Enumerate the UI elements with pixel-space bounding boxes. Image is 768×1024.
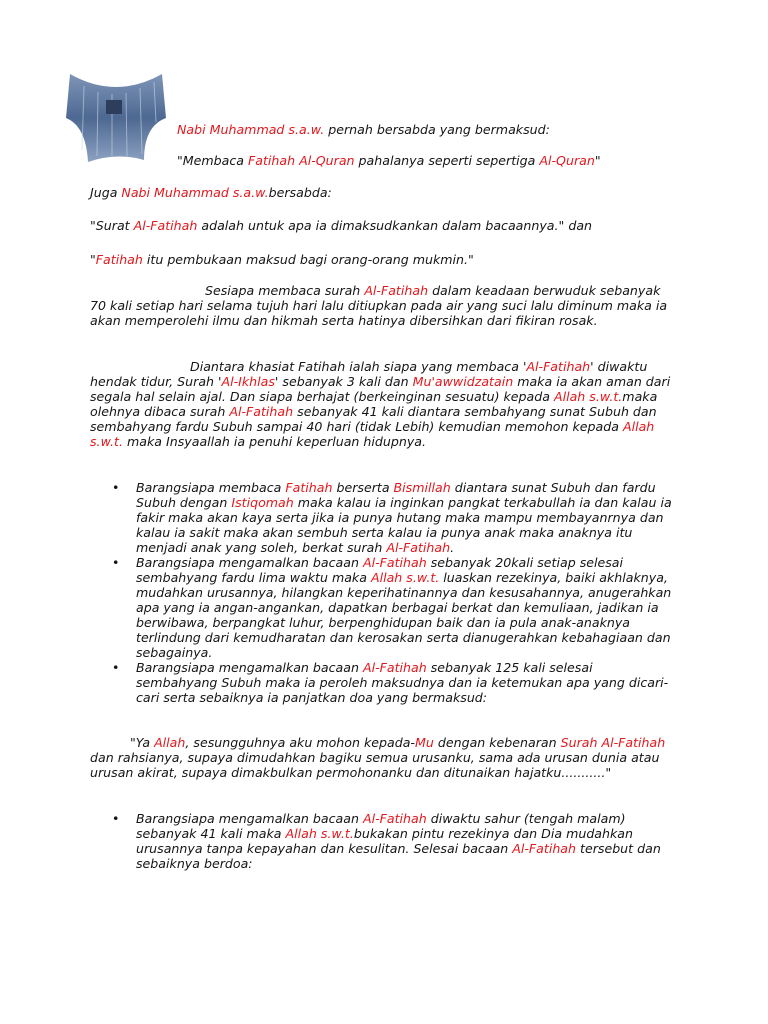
highlighted-term: Fatihah — [95, 252, 143, 267]
text-segment: Barangsiapa mengamalkan bacaan — [136, 660, 363, 675]
highlighted-term: Al-Fatihah — [526, 359, 591, 374]
text-segment: bukakan pintu rezekinya dan Dia mudahkan urusannya tanpa kepayahan dan kesulitan. Selesai bacaan — [136, 826, 634, 856]
text-segment: itu pembukaan maksud bagi orang-orang mukmin." — [142, 252, 474, 267]
hadith-quote — [90, 252, 680, 267]
text-segment: dengan kebenaran — [433, 735, 561, 750]
hadith-intro — [177, 122, 677, 137]
text-segment: Sesiapa membaca surah — [205, 283, 365, 298]
highlighted-term: Al-Fatihah — [229, 404, 294, 419]
highlighted-term: Mu'awwidzatain — [412, 374, 514, 389]
text-segment: dalam keadaan berwuduk sebanyak 70 kali setiap hari selama tujuh hari lalu ditiupkan pada air yang suci lalu diminum maka ia akan memperolehi ilmu dan hikmah serta hatinya dibersihkan dari fikiran rosak. — [90, 283, 668, 328]
highlighted-term: Allah — [154, 735, 186, 750]
highlighted-term: Al-Fatihah — [362, 811, 427, 826]
paragraph — [90, 359, 678, 449]
highlighted-term: Al-Fatihah — [362, 555, 427, 570]
highlighted-term: Al-Quran — [539, 153, 595, 168]
highlighted-term: Allah s.w.t. — [370, 570, 440, 585]
text-segment: luaskan rezekinya, baiki akhlaknya, mudahkan urusannya, hilangkan keperihatinannya dan kesusahannya, anugerahkan apa yang ia angan-angankan, dapatkan berbagai berkat dan kemuliaan, jadikan ia berwibawa, berpangkat luhur, berpenghidupan baik dan ia pula anak-anaknya terlindung dari kemudharatan dan kerosakan serta dianugerahkan kebahagiaan dan sebagainya. — [136, 570, 672, 660]
highlighted-term: Al-Ikhlas — [221, 374, 275, 389]
highlighted-term: Allah s.w.t. — [553, 389, 623, 404]
highlighted-term: Surah Al-Fatihah — [560, 735, 666, 750]
highlighted-term: Nabi Muhammad s.a.w. — [177, 122, 325, 137]
highlighted-term: Fatihah Al-Quran — [248, 153, 355, 168]
bullet-icon: • — [112, 480, 120, 495]
text-segment: dan rahsianya, supaya dimudahkan bagiku semua urusanku, sama ada urusan dunia atau urusan akirat, supaya dimakbulkan permohonanku dan ditunaikan hajatku..........." — [90, 750, 660, 780]
text-segment: berserta — [332, 480, 394, 495]
highlighted-term: Al-Fatihah — [512, 841, 577, 856]
text-segment: bersabda: — [268, 185, 332, 200]
text-segment: sebanyak 125 kali selesai sembahyang Subuh maka ia peroleh maksudnya dan ia ketemukan apa yang dicari-cari serta sebaiknya ia panjatkan doa yang bermaksud: — [136, 660, 669, 705]
text-segment: pahalanya seperti sepertiga — [354, 153, 540, 168]
text-segment: ' sebanyak 3 kali dan — [274, 374, 413, 389]
text-segment: " — [594, 153, 601, 168]
text-segment: "Membaca — [177, 153, 249, 168]
paragraph — [90, 283, 676, 328]
highlighted-term: Nabi Muhammad s.a.w. — [121, 185, 269, 200]
highlighted-term: Allah s.w.t. — [90, 419, 655, 449]
bullet-icon: • — [112, 555, 120, 570]
text-segment: " — [90, 252, 96, 267]
text-segment: diantara sunat Subuh dan fardu Subuh dengan — [136, 480, 656, 510]
kaaba-image — [64, 70, 168, 166]
highlighted-term: Al-Fatihah — [133, 218, 198, 233]
text-segment: sebanyak 41 kali diantara sembahyang sunat Subuh dan sembahyang fardu Subuh sampai 40 hari (tidak Lebih) kemudian memohon kepada — [90, 404, 657, 434]
text-segment: Juga — [90, 185, 122, 200]
doa-paragraph — [90, 735, 676, 780]
text-segment: "Surat — [90, 218, 134, 233]
list-item — [112, 555, 674, 660]
list-item — [112, 660, 674, 705]
text-segment: adalah untuk apa ia dimaksudkankan dalam bacaannya." dan — [197, 218, 593, 233]
text-segment: maka kalau ia inginkan pangkat terkabullah ia dan kalau ia fakir maka akan kaya serta jika ia punya hutang maka mampu membayanrnya dan kalau ia sakit maka akan sembuh serta kalau ia punya anak maka anaknya itu menjadi anak yang soleh, berkat surah — [136, 495, 672, 555]
text-segment: "Ya — [130, 735, 155, 750]
highlighted-term: Mu — [414, 735, 434, 750]
list-item — [112, 480, 674, 555]
text-segment: , sesungguhnya aku mohon kepada- — [185, 735, 415, 750]
hadith-quote — [90, 218, 680, 233]
text-segment: maka olehnya dibaca surah — [90, 389, 658, 419]
text-segment: tersebut dan sebaiknya berdoa: — [136, 841, 661, 871]
text-segment: Diantara khasiat Fatihah ialah siapa yang membaca ' — [190, 359, 527, 374]
highlighted-term: Al-Fatihah — [362, 660, 427, 675]
hadith-quote — [177, 153, 677, 168]
benefits-list — [112, 480, 674, 705]
highlighted-term: Allah s.w.t. — [285, 826, 354, 841]
text-segment: maka Insyaallah ia penuhi keperluan hidupnya. — [123, 434, 427, 449]
text-segment: pernah bersabda yang bermaksud: — [324, 122, 550, 137]
benefits-list-2 — [112, 811, 674, 871]
highlighted-term: Fatihah — [285, 480, 333, 495]
bullet-icon: • — [112, 811, 120, 826]
text-segment: maka ia akan aman dari segala hal selain ajal. Dan siapa berhajat (berkeinginan sesuatu) kepada — [90, 374, 671, 404]
bullet-icon: • — [112, 660, 120, 675]
highlighted-term: Al-Fatihah — [386, 540, 451, 555]
text-segment: . — [450, 540, 455, 555]
highlighted-term: Al-Fatihah — [364, 283, 429, 298]
text-segment: diwaktu sahur (tengah malam) sebanyak 41 kali maka — [136, 811, 626, 841]
text-segment: Barangsiapa mengamalkan bacaan — [136, 811, 363, 826]
highlighted-term: Bismillah — [393, 480, 451, 495]
text-segment: Barangsiapa membaca — [136, 480, 286, 495]
text-segment: Barangsiapa mengamalkan bacaan — [136, 555, 363, 570]
text-segment: sebanyak 20kali setiap selesai sembahyang fardu lima waktu maka — [136, 555, 624, 585]
highlighted-term: Istiqomah — [231, 495, 294, 510]
hadith-intro-2 — [90, 185, 680, 200]
list-item — [112, 811, 674, 871]
text-segment: ' diwaktu hendak tidur, Surah ' — [90, 359, 648, 389]
